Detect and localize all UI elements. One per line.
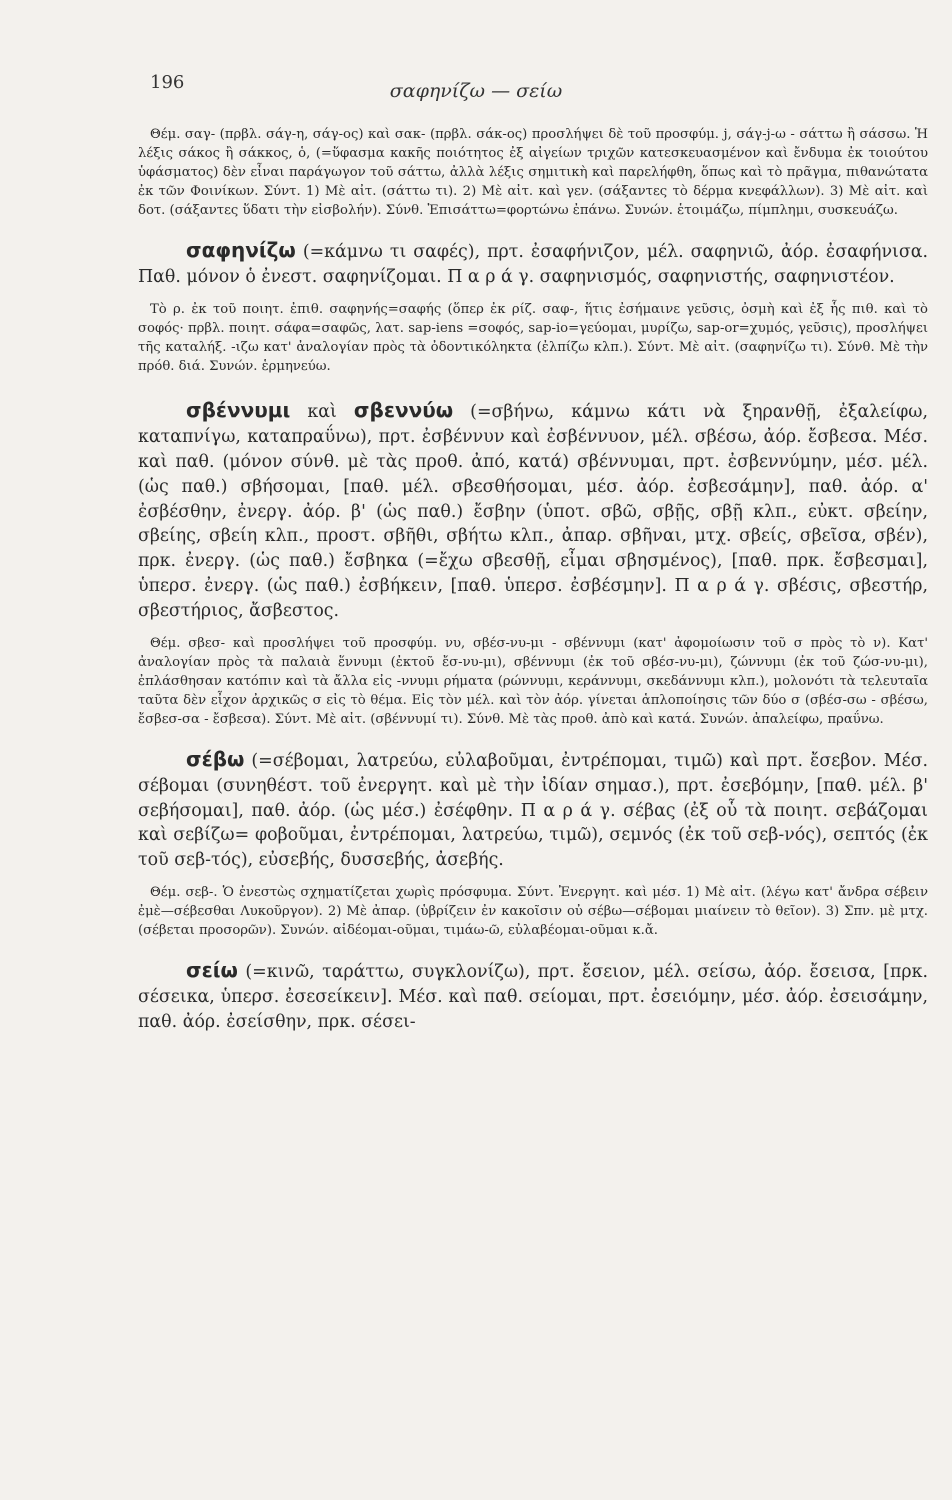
etymology-note: Θέμ. σαγ- (πρβλ. σάγ-η, σάγ-ος) καὶ σακ- (πρβλ. σάκ-ος) προσλήψει δὲ τοῦ προσφύμ. j, σάγ-j-ω - σάττω ἢ σάσσω. Ἡ λέξις σάκος ἢ σάκκος, ὁ, (=ὕφασμα κακῆς ποιότητος ἐξ αἰγείων τριχῶν κατεσκευασμένον καὶ ἔνδυμα ἐκ τοιούτου ὑφάσματος) δὲν εἶναι παράγωγον τοῦ σάττω, ἀλλὰ λέξις σημιτικὴ καὶ παρελήφθη, ὅπως καὶ τὸ πρᾶγμα, πιθανώτατα ἐκ τῶν Φοινίκων. Σύντ. 1) Μὲ αἰτ. (σάττω τι). 2) Μὲ αἰτ. καὶ γεν. (σάξαντες τὸ δέρμα κνεφάλλων). 3) Μὲ αἰτ. καὶ δοτ. (σάξαντες ὕδατι τὴν εἰσβολήν). Σύνθ. Ἐπισάττω=φορτώνω ἐπάνω. Συνών. ἑτοιμάζω, πίμπλημι, συσκευάζω. <box>138 127 928 219</box>
dictionary-entry <box>138 958 928 1034</box>
entry-text: (=κάμνω τι σαφές), πρτ. ἐσαφήνιζον, μέλ. σαφηνιῶ, ἀόρ. ἐσαφήνισα. Παθ. μόνον ὁ ἐνεστ. σαφηνίζομαι. Π α ρ ά γ. σαφηνισμός, σαφηνιστής, σαφηνιστέον. <box>138 242 928 288</box>
headword: σείω <box>186 958 238 983</box>
etymology-note: Θέμ. σεβ-. Ὁ ἐνεστὼς σχηματίζεται χωρὶς πρόσφυμα. Σύντ. Ἐνεργητ. καὶ μέσ. 1) Μὲ αἰτ. (λέγω κατ' ἄνδρα σέβειν ἐμὲ—σέβεσθαι Λυκοῦργον). 2) Μὲ ἀπαρ. (ὑβρίζειν ἐν κακοῖσιν οὐ σέβω—σέβομαι μιαίνειν τὸ θεῖον). 3) Σπν. μὲ μτχ. (σέβεται προσορῶν). Συνών. αἰδέομαι-οῦμαι, τιμάω-ῶ, εὐλαβέομαι-οῦμαι κ.ἄ. <box>138 885 928 939</box>
etymology-note: Τὸ ρ. ἐκ τοῦ ποιητ. ἐπιθ. σαφηνής=σαφής (ὅπερ ἐκ ρίζ. σαφ-, ἥτις ἐσήμαινε γεῦσις, ὀσμὴ καὶ ἐξ ἧς πιθ. καὶ τὸ σοφός· πρβλ. ποιητ. σάφα=σαφῶς, λατ. sap-iens =σοφός, sap-io=γεύομαι, μυρίζω, sap-or=χυμός, γεῦσις), προσλήψει τῆς καταλήξ. -ιζω κατ' ἀναλογίαν πρὸς τὰ ὀδοντικόληκτα (ἐλπίζω κλπ.). Σύντ. Μὲ αἰτ. (σαφηνίζω τι). Σύνθ. Μὲ τὴν πρόθ. διά. Συνών. ἑρμηνεύω. <box>138 302 928 375</box>
headword-variant: σβεννύω <box>353 398 454 423</box>
page-number: 196 <box>150 72 185 93</box>
etymology-note: Θέμ. σβεσ- καὶ προσλήψει τοῦ προσφύμ. νυ, σβέσ-νυ-μι - σβέννυμι (κατ' ἀφομοίωσιν τοῦ σ πρὸς τὸ ν). Κατ' ἀναλογίαν πρὸς τὰ παλαιὰ ἕννυμι (ἐκτοῦ ἔσ-νυ-μι), σβέννυμι (ἐκ τοῦ σβέσ-νυ-μι), ζώννυμι (ἐκ τοῦ ζώσ-νυ-μι), ἐπλάσθησαν κατόπιν καὶ τὰ ἄλλα εἰς -ννυμι ρήματα (ρώννυμι, κεράννυμι, σκεδάννυμι κλπ.), μολονότι τὰ τελευταῖα ταῦτα δὲν εἶχον ἀρχικῶς σ εἰς τὸ θέμα. Εἰς τὸν μέλ. καὶ τὸν ἀόρ. γίνεται ἁπλοποίησις τῶν δύο σ (σβέσ-σω - σβέσω, ἔσβεσ-σα - ἔσβεσα). Σύντ. Μὲ αἰτ. (σβέννυμί τι). Σύνθ. Μὲ τὰς προθ. ἀπὸ καὶ κατά. Συνών. ἀπαλείφω, πραΰνω. <box>138 635 928 727</box>
headword-joiner: καὶ <box>290 402 354 423</box>
headword: σαφηνίζω <box>186 238 296 263</box>
entry-text: (=κινῶ, ταράττω, συγκλονίζω), πρτ. ἔσειον, μέλ. σείσω, ἀόρ. ἔσεισα, [πρκ. σέσεικα, ὑπερσ. ἐσεσείκειν]. Μέσ. καὶ παθ. σείομαι, πρτ. ἐσειόμην, μέσ. ἀόρ. ἐσεισάμην, παθ. ἀόρ. ἐσείσθην, πρκ. σέσει- <box>138 962 928 1032</box>
headword: σβέννυμι <box>186 398 291 423</box>
entry-text: (=σβήνω, κάμνω κάτι νὰ ξηρανθῇ, ἐξαλείφω, καταπνίγω, καταπραΰνω), πρτ. ἐσβέννυν καὶ ἐσβέννυον, μέλ. σβέσω, ἀόρ. ἔσβεσα. Μέσ. καὶ παθ. (μόνον σύνθ. μὲ τὰς προθ. ἀπό, κατά) σβέννυμαι, πρτ. ἐσβεννύμην, μέσ. μέλ. (ὡς παθ.) σβήσομαι, [παθ. μέλ. σβεσθήσομαι, μέσ. ἀόρ. ἐσβεσάμην], παθ. ἀόρ. α' ἐσβέσθην, ἐνεργ. ἀόρ. β' (ὡς παθ.) ἔσβην (ὑποτ. σβῶ, σβῇς, σβῇ κλπ., εὐκτ. σβείην, σβείης, σβείη κλπ., προστ. σβῆθι, σβήτω κλπ., ἀπαρ. σβῆναι, μτχ. σβείς, σβεῖσα, σβέν), πρκ. ἐνεργ. (ὡς παθ.) ἔσβηκα (=ἔχω σβεσθῇ, εἶμαι σβησμένος), [παθ. πρκ. ἔσβεσμαι], ὑπερσ. ἐνεργ. (ὡς παθ.) ἐσβήκειν, [παθ. ὑπερσ. ἐσβέσμην]. Π α ρ ά γ. σβέσις, σβεστήρ, σβεστήριος, ἄσβεστος. <box>138 402 928 621</box>
dictionary-entry <box>138 238 928 290</box>
running-head: σαφηνίζω — σείω <box>389 80 563 102</box>
dictionary-entry <box>138 747 928 873</box>
dictionary-entry <box>138 398 928 623</box>
headword: σέβω <box>186 747 245 772</box>
page-body <box>138 125 928 1035</box>
entry-text: (=σέβομαι, λατρεύω, εὐλαβοῦμαι, ἐντρέπομαι, τιμῶ) καὶ πρτ. ἔσεβον. Μέσ. σέβομαι (συνηθέστ. τοῦ ἐνεργητ. καὶ μὲ τὴν ἰδίαν σημασ.), πρτ. ἐσεβόμην, [παθ. μέλ. β' σεβήσομαι], παθ. ἀόρ. (ὡς μέσ.) ἐσέφθην. Π α ρ ά γ. σέβας (ἐξ οὗ τὰ ποιητ. σεβάζομαι καὶ σεβίζω= φοβοῦμαι, ἐντρέπομαι, λατρεύω, τιμῶ), σεμνός (ἐκ τοῦ σεβ-νός), σεπτός (ἐκ τοῦ σεβ-τός), εὐσεβής, δυσσεβής, ἀσεβής. <box>138 751 928 871</box>
